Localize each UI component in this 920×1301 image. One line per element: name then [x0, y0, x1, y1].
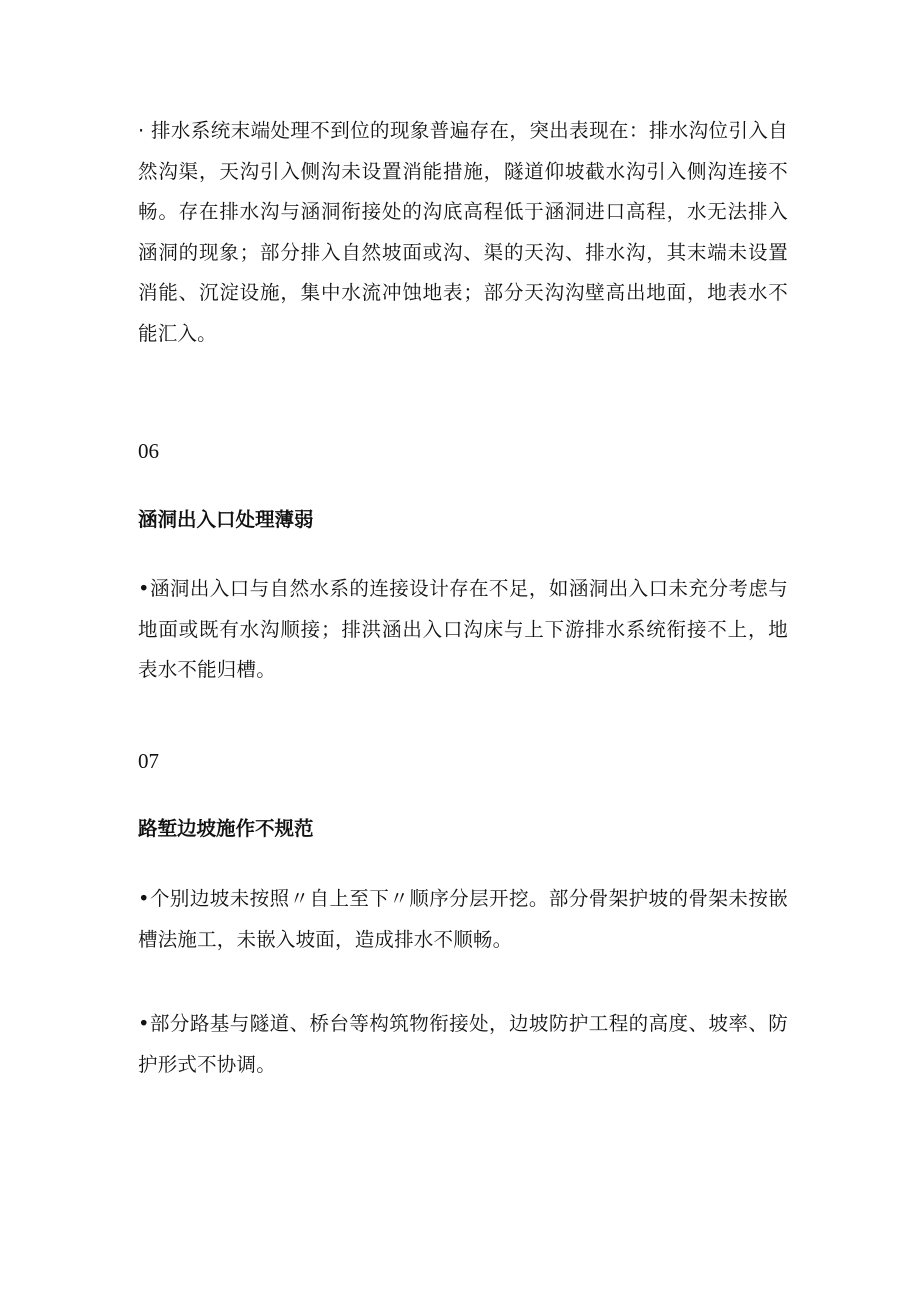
section-heading-cutting-slope: 路堑边坡施作不规范 [138, 817, 314, 840]
section-number-06: 06 [138, 439, 159, 463]
paragraph-culvert-entrance: •涵洞出入口与自然水系的连接设计存在不足，如涵洞出入口未充分考虑与地面或既有水沟顺接；排洪涵出入口沟床与上下游排水系统衔接不上，地表水不能归槽。 [138, 577, 788, 681]
paragraph-slope-protection-joint: •部分路基与隧道、桥台等构筑物衔接处，边坡防护工程的高度、坡率、防护形式不协调。 [138, 1012, 788, 1076]
section-number-07: 07 [138, 749, 159, 773]
section-heading-culvert: 涵洞出入口处理薄弱 [138, 508, 314, 531]
paragraph-drainage-end-treatment: · 排水系统末端处理不到位的现象普遍存在，突出表现在：排水沟位引入自然沟渠，天沟引入侧沟未设置消能措施，隧道仰坡截水沟引入侧沟连接不畅。存在排水沟与涵洞衔接处的沟底高程低于涵洞进口高程，水无法排入涵洞的现象；部分排入自然坡面或沟、渠的天沟、排水沟，其末端未设置消能、沉淀设施，集中水流冲蚀地表；部分天沟沟壁高出地面，地表水不能汇入。 [138, 119, 788, 345]
paragraph-slope-excavation: •个别边坡未按照〃自上至下〃顺序分层开挖。部分骨架护坡的骨架未按嵌槽法施工，未嵌入坡面，造成排水不顺畅。 [138, 887, 788, 951]
